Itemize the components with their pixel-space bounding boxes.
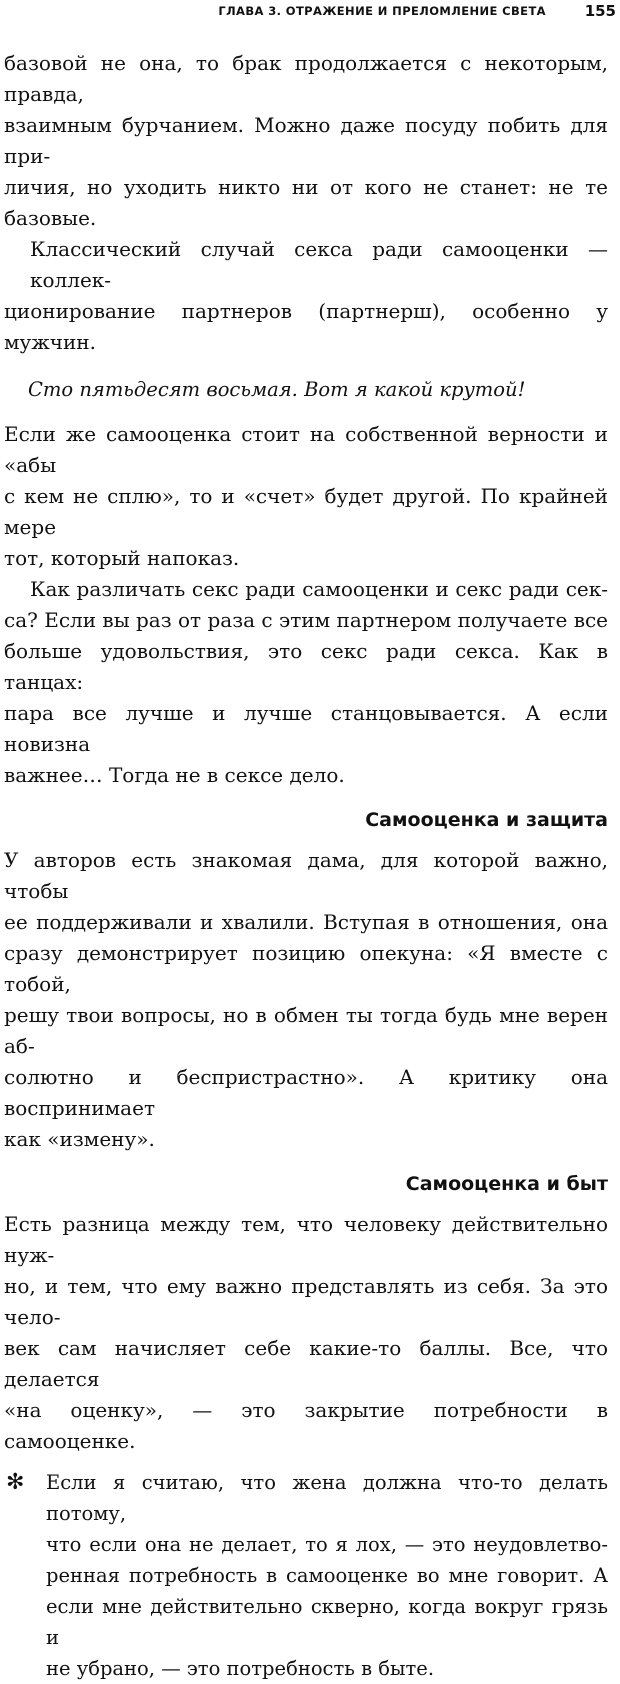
page-number: 155: [584, 2, 616, 20]
text-line: Как различать секс ради самооценки и секс ради сек-: [30, 577, 608, 601]
text-line: личия, но уходить никто ни от кого не станет: не те базовые.: [4, 175, 608, 230]
text-line: пара все лучше и лучше станцовывается. А если новизна: [4, 701, 608, 756]
text-line: базовой не она, то брак продолжается с некоторым, правда,: [4, 51, 608, 106]
paragraph: [4, 845, 608, 1155]
text-line: что если она не делает, то я лох, — это неудовлетво-: [46, 1533, 608, 1556]
text-line: Есть разница между тем, что человеку действительно нуж-: [4, 1212, 608, 1267]
quote-line: Сто пятьдесят восьмая. Вот я какой крутой!: [28, 378, 526, 401]
text-line: са? Если вы раз от раза с этим партнером получаете все: [4, 608, 608, 632]
page-body: [4, 48, 608, 1684]
text-line: тот, который напоказ.: [4, 546, 240, 570]
paragraph: [4, 419, 608, 574]
paragraph: [4, 1209, 608, 1457]
paragraph: [4, 234, 608, 358]
text-line: век сам начисляет себе какие-то баллы. Все, что делается: [4, 1336, 608, 1391]
text-line: ционирование партнеров (партнерш), особенно у мужчин.: [4, 299, 608, 354]
text-line: «на оценку», — это закрытие потребности в самооценке.: [4, 1398, 608, 1453]
text-line: сразу демонстрирует позицию опекуна: «Я вместе с тобой,: [4, 941, 608, 996]
asterisk-bullet-icon: ✻: [6, 1470, 25, 1495]
text-line: Если я считаю, что жена должна что-то делать потому,: [46, 1471, 608, 1525]
text-line: ренная потребность в самооценке во мне говорит. А: [46, 1564, 608, 1587]
text-line: ее поддерживали и хвалили. Вступая в отношения, она: [4, 910, 608, 934]
text-line: важнее… Тогда не в сексе дело.: [4, 763, 345, 787]
text-line: решу твои вопросы, но в обмен ты тогда будь мне верен аб-: [4, 1003, 608, 1058]
bullet-note: [4, 1467, 608, 1684]
text-line: взаимным бурчанием. Можно даже посуду побить для при-: [4, 113, 608, 168]
paragraph: [4, 574, 608, 791]
text-line: больше удовольствия, это секс ради секса. Как в танцах:: [4, 639, 608, 694]
chapter-title: ГЛАВА 3. ОТРАЖЕНИЕ И ПРЕЛОМЛЕНИЕ СВЕТА: [218, 4, 546, 18]
text-line: У авторов есть знакомая дама, для которой важно, чтобы: [4, 848, 608, 903]
text-line: не убрано, — это потребность в быте.: [46, 1657, 435, 1680]
text-line: Классический случай секса ради самооценки — коллек-: [30, 237, 608, 292]
paragraph: [4, 48, 608, 234]
text-line: если мне действительно скверно, когда вокруг грязь и: [46, 1595, 608, 1649]
section-heading: Самооценка и быт: [405, 1173, 608, 1195]
section-heading: Самооценка и защита: [365, 809, 608, 831]
running-head: [0, 2, 620, 24]
text-line: Если же самооценка стоит на собственной верности и «абы: [4, 422, 608, 477]
bullet-text: [46, 1467, 608, 1684]
text-line: с кем не сплю», то и «счет» будет другой. По крайней мере: [4, 484, 608, 539]
text-line: солютно и беспристрастно». А критику она воспринимает: [4, 1065, 608, 1120]
text-line: как «измену».: [4, 1127, 155, 1151]
text-line: но, и тем, что ему важно представлять из себя. За это чело-: [4, 1274, 608, 1329]
